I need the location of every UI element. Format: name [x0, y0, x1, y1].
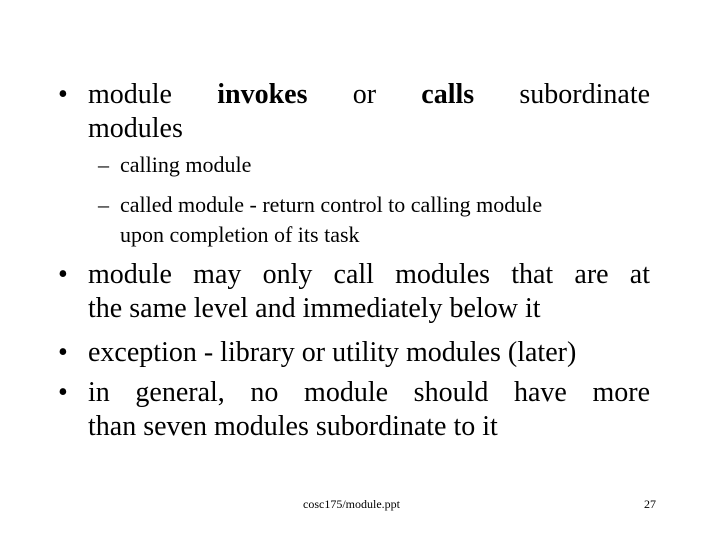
bullet-item-1 [88, 78, 650, 146]
emphasis-invokes: invokes [217, 79, 308, 110]
bullet-item-2: module may only call modules that are at the same level and immediately below it [88, 259, 650, 324]
bullet-marker: • [58, 259, 68, 290]
bullet-item-1-line-1: module invokes or calls subordinate [88, 79, 651, 110]
emphasis-calls: calls [421, 79, 475, 110]
bullet-item-3: exception - library or utility modules (later) [88, 337, 577, 368]
subitem-marker: – [98, 192, 109, 217]
subitem-1: calling module [120, 152, 252, 177]
bullet-marker: • [58, 337, 68, 368]
bullet-item-4: in general, no module should have more than seven modules subordinate to it [88, 377, 650, 442]
bullet-marker: • [58, 377, 68, 408]
bullet-marker: • [58, 79, 68, 110]
footer-filename: cosc175/module.ppt [303, 497, 400, 511]
subitem-2: called module - return control to calling module upon completion of its task [120, 192, 543, 247]
bullet-item-1-line-2: modules [88, 113, 183, 144]
page-number: 27 [644, 497, 656, 511]
subitem-marker: – [98, 152, 109, 177]
